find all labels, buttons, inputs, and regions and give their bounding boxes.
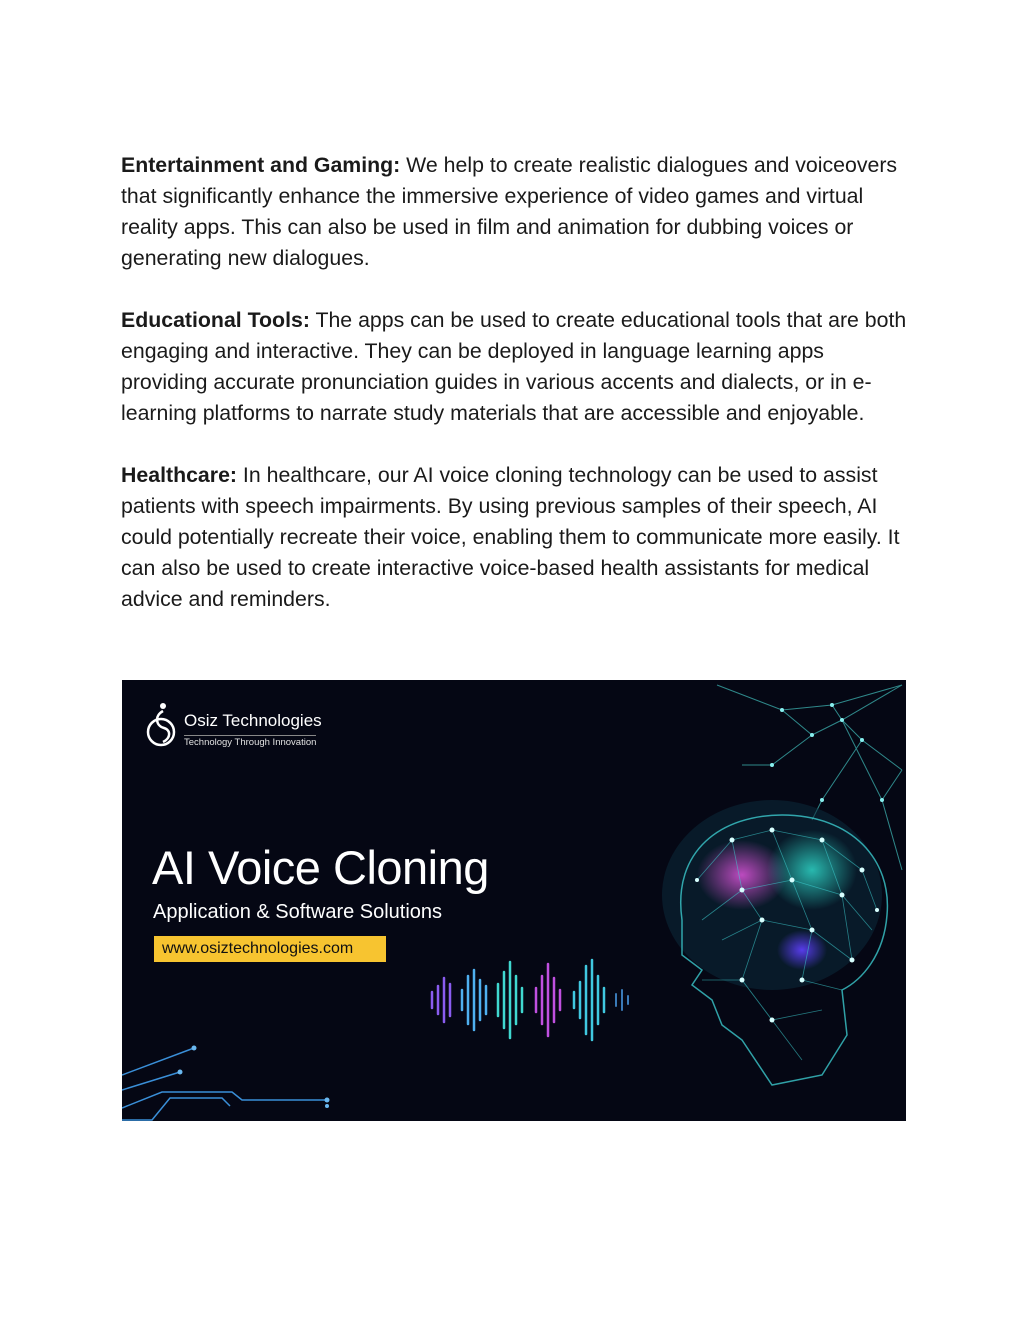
circuit-lines-graphic: [122, 1048, 327, 1120]
brand-name: Osiz Technologies: [184, 711, 322, 730]
brain-head-network-graphic: [662, 800, 887, 1085]
paragraph-education: [121, 305, 911, 429]
paragraph-entertainment: [121, 150, 911, 274]
paragraph-healthcare: [121, 460, 911, 615]
promo-banner-image: [122, 680, 906, 1121]
soundwave-graphic: [432, 960, 628, 1040]
banner-headline: AI Voice Cloning: [152, 841, 489, 894]
paragraph-text: We help to create realistic dialogues and voiceovers that significantly enhance the immersive experience of video games and virtual reality apps. This can also be used in film and animation for dubbing voices or generating new dialogues.: [121, 153, 898, 270]
network-mesh-nodes: [770, 703, 884, 802]
paragraph-heading: Entertainment and Gaming:: [121, 153, 401, 177]
website-url-badge: www.osiztechnologies.com: [154, 936, 386, 962]
paragraph-heading: Educational Tools:: [121, 308, 310, 332]
osiz-logo-icon: [144, 698, 180, 750]
paragraph-text: The apps can be used to create educational tools that are both engaging and interactive. They can be deployed in language learning apps providing accurate pronunciation guides in various accents and dialects, or in e-learning platforms to narrate study materials that are accessible and enjoyable.: [121, 308, 907, 425]
paragraph-text: In healthcare, our AI voice cloning technology can be used to assist patients with speech impairments. By using previous samples of their speech, AI could potentially recreate their voice, enabling them to communicate more easily. It can also be used to create interactive voice-based health assistants for medical advice and reminders.: [121, 463, 900, 611]
document-body: [121, 150, 911, 646]
paragraph-heading: Healthcare:: [121, 463, 237, 487]
banner-subheadline: Application & Software Solutions: [153, 901, 443, 923]
brand-tagline: Technology Through Innovation: [184, 737, 317, 748]
